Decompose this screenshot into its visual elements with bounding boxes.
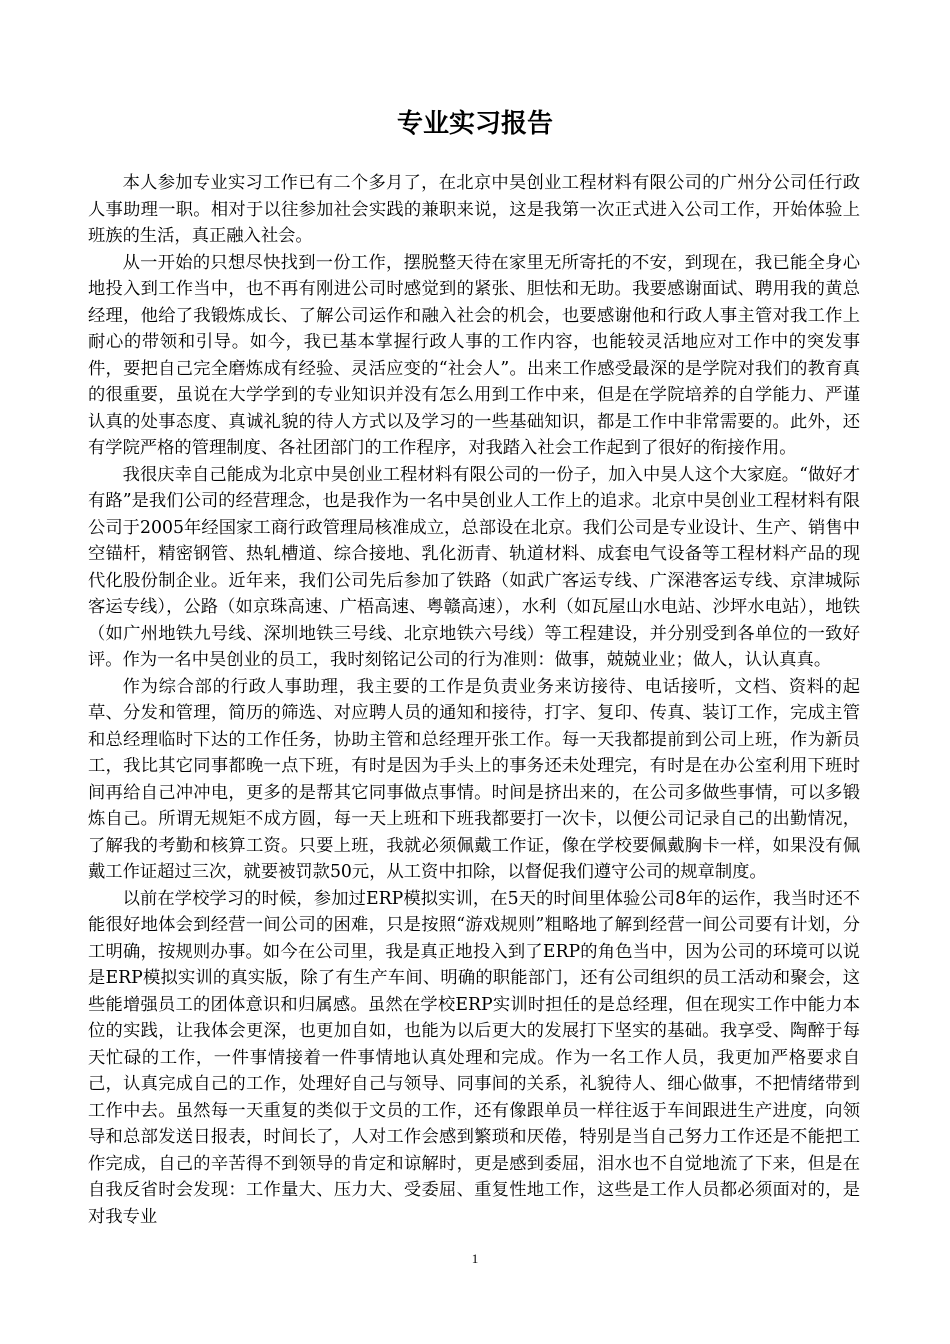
paragraph: 以前在学校学习的时候，参加过ERP模拟实训，在5天的时间里体验公司8年的运作，我当时还不能很好地体会到经营一间公司的困难，只是按照“游戏规则”粗略地了解到经营一间公司要有计划，分工明确，按规则办事。如今在公司里，我是真正地投入到了ERP的角色当中，因为公司的环境可以说是ERP模拟实训的真实版，除了有生产车间、明确的职能部门，还有公司组织的员工活动和聚会，这些能增强员工的团体意识和归属感。虽然在学校ERP实训时担任的是总经理，但在现实工作中能力本位的实践，让我体会更深，也更加自如，也能为以后更大的发展打下坚实的基础。我享受、陶醉于每天忙碌的工作，一件事情接着一件事情地认真处理和完成。作为一名工作人员，我更加严格要求自己，认真完成自己的工作，处理好自己与领导、同事间的关系，礼貌待人、细心做事，不把情绪带到工作中去。虽然每一天重复的类似于文员的工作，还有像跟单员一样往返于车间跟进生产进度，向领导和总部发送日报表，时间长了，人对工作会感到繁琐和厌倦，特别是当自己努力工作还是不能把工作完成，自己的辛苦得不到领导的肯定和谅解时，更是感到委屈，泪水也不自觉地流了下来，但是在自我反省时会发现：工作量大、压力大、受委屈、重复性地工作，这些是工作人员都必须面对的，是对我专业 — [88, 888, 860, 1227]
document-body — [88, 170, 860, 1230]
document-title: 专业实习报告 — [396, 109, 553, 139]
paragraph: 作为综合部的行政人事助理，我主要的工作是负责业务来访接待、电话接听，文档、资料的起草、分发和管理，简历的筛选、对应聘人员的通知和接待，打字、复印、传真、装订工作，完成主管和总经理临时下达的工作任务，协助主管和总经理开张工作。每一天我都提前到公司上班，作为新员工，我比其它同事都晚一点下班，有时是因为手头上的事务还未处理完，有时是在办公室利用下班时间再给自己冲冲电，更多的是帮其它同事做点事情。时间是挤出来的，在公司多做些事情，可以多锻炼自己。所谓无规矩不成方圆，每一天上班和下班我都要打一次卡，以便公司记录自己的出勤情况，了解我的考勤和核算工资。只要上班，我就必须佩戴工作证，像在学校要佩戴胸卡一样，如果没有佩戴工作证超过三次，就要被罚款50元，从工资中扣除，以督促我们遵守公司的规章制度。 — [88, 676, 860, 882]
page-number: 1 — [471, 1251, 479, 1266]
paragraph: 我很庆幸自己能成为北京中昊创业工程材料有限公司的一份子，加入中昊人这个大家庭。“做好才有路”是我们公司的经营理念，也是我作为一名中昊创业人工作上的追求。北京中昊创业工程材料有限公司于2005年经国家工商行政管理局核准成立，总部设在北京。我们公司是专业设计、生产、销售中空锚杆，精密钢管、热轧槽道、综合接地、乳化沥青、轨道材料、成套电气设备等工程材料产品的现代化股份制企业。近年来，我们公司先后参加了铁路（如武广客运专线、广深港客运专线、京津城际客运专线），公路（如京珠高速、广梧高速、粤赣高速），水利（如瓦屋山水电站、沙坪水电站），地铁（如广州地铁九号线、深圳地铁三号线、北京地铁六号线）等工程建设，并分别受到各单位的一致好评。作为一名中昊创业的员工，我时刻铭记公司的行为准则：做事，兢兢业业；做人，认认真真。 — [88, 464, 860, 670]
paragraph: 本人参加专业实习工作已有二个多月了，在北京中昊创业工程材料有限公司的广州分公司任行政人事助理一职。相对于以往参加社会实践的兼职来说，这是我第一次正式进入公司工作，开始体验上班族的生活，真正融入社会。 — [88, 173, 860, 246]
paragraph: 从一开始的只想尽快找到一份工作，摆脱整天待在家里无所寄托的不安，到现在，我已能全身心地投入到工作当中，也不再有刚进公司时感觉到的紧张、胆怯和无助。我要感谢面试、聘用我的黄总经理，他给了我锻炼成长、了解公司运作和融入社会的机会，也要感谢他和行政人事主管对我工作上耐心的带领和引导。如今，我已基本掌握行政人事的工作内容，也能较灵活地应对工作中的突发事件，要把自己完全磨炼成有经验、灵活应变的“社会人”。出来工作感受最深的是学院对我们的教育真的很重要，虽说在大学学到的专业知识并没有怎么用到工作中来，但是在学院培养的自学能力、严谨认真的处事态度、真诚礼貌的待人方式以及学习的一些基础知识，都是工作中非常需要的。此外，还有学院严格的管理制度、各社团部门的工作程序，对我踏入社会工作起到了很好的衔接作用。 — [88, 252, 860, 458]
